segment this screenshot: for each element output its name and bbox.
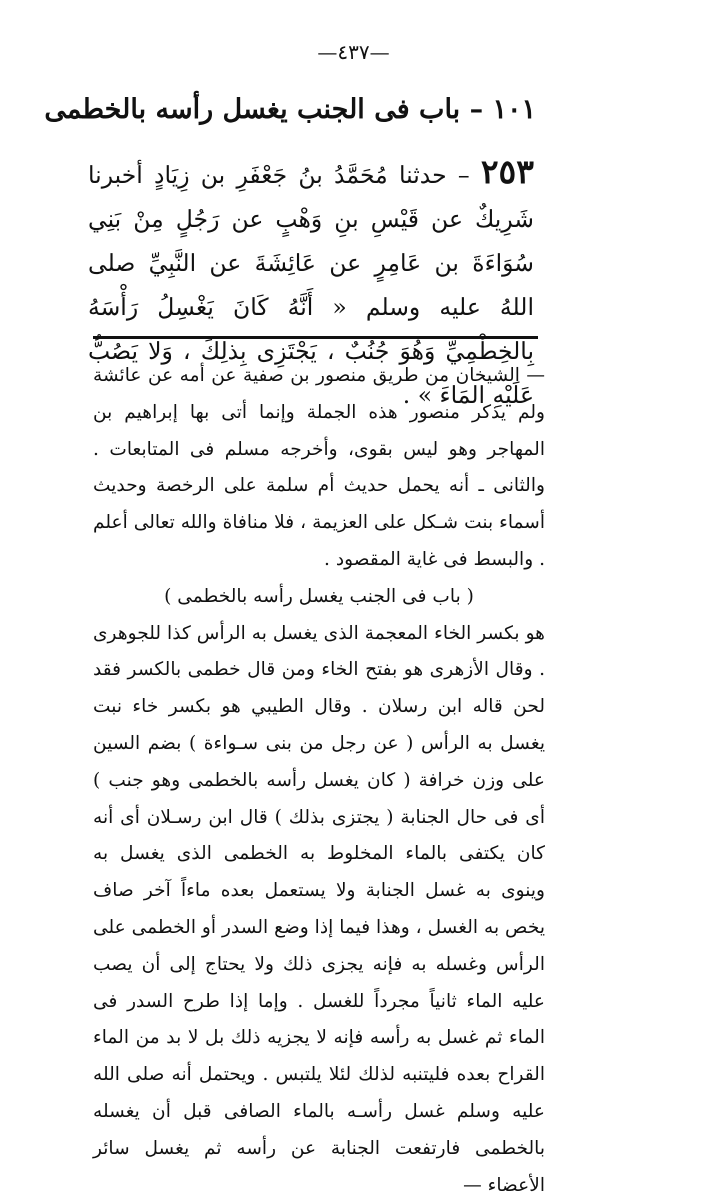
separator-rule: [93, 336, 538, 339]
commentary-paragraph: — الشيخان من طريق منصور بن صفية عن أمه عن عائشة ولم يذكر منصور هذه الجملة وإنما أتى بها إبراهيم بن المهاجر وهو ليس بقوى، وأخرجه مسلم فى المتابعات . والثانى ـ أنه يحمل حديث أم سلمة على الرخصة وحديث أسماء بنت شـكل على العزيمة ، فلا منافاة والله تعالى أعلم . والبسط فى غاية المقصود .: [93, 365, 545, 570]
commentary-subheading: ( باب فى الجنب يغسل رأسه بالخطمى ): [164, 585, 474, 607]
commentary-paragraph: هو بكسر الخاء المعجمة الذى يغسل به الرأس كذا للجوهرى . وقال الأزهرى هو بفتح الخاء ومن قال خطمى بالكسر فقد لحن قاله ابن رسلان . وقال الطيبي هو بكسر خاء نبت يغسل به الرأس ( عن رجل من بنى سـواءة ) بضم السين على وزن خرافة ( كان يغسل رأسه بالخطمى وهو جنب ) أى فى حال الجنابة ( يجتزى بذلك ) قال ابن رسـلان أى أنه كان يكتفى بالماء المخلوط به الخطمى الذى يغسل به وينوى به غسل الجنابة ولا يستعمل بعده ماءاً آخر صاف يخص به الغسل ، وهذا فيما إذا وضع السدر أو الخطمى على الرأس وغسله به فإنه يجزى ذلك ولا يحتاج إلى أن يصب عليه الماء ثانياً مجرداً للغسل . وإما إذا طرح السدر فى الماء ثم غسل به رأسه فإنه لا يجزيه ذلك بل لا بد من الماء القراح بعده فليتنبه لذلك لئلا يلتبس . ويحتمل أنه صلى الله عليه وسلم غسل رأسـه بالماء الصافى قبل أن يغسله بالخطمى فارتفعت الجنابة عن رأسه ثم يغسل سائر الأعضاء —: [93, 622, 545, 1196]
page-number: —٤٣٧—: [317, 40, 390, 64]
chapter-heading: ١٠١ – باب فى الجنب يغسل رأسه بالخطمى: [44, 94, 536, 125]
commentary-block: [93, 358, 545, 1204]
hadith-text: – حدثنا مُحَمَّدُ بنُ جَعْفَرِ بن زِيَادٍ أخبرنا شَرِيكٌ عن قَيْسِ بنِ وَهْبٍ عن رَجُلٍ مِنْ بَنِي سُوَاءَةَ بن عَامِرٍ عن عَائِشَةَ عن النَّبِيِّ صلى اللهُ عليه وسلم « أَنَّهُ كَانَ يَغْسِلُ رَأْسَهُ بِالخِطْمِيِّ وَهُوَ جُنُبٌ ، يَجْتَزِى بِذلِكَ ، وَلا يَصُبُّ عَلَيْهِ المَاءَ » .: [88, 161, 534, 409]
hadith-number: ٢٥٣: [480, 152, 534, 191]
